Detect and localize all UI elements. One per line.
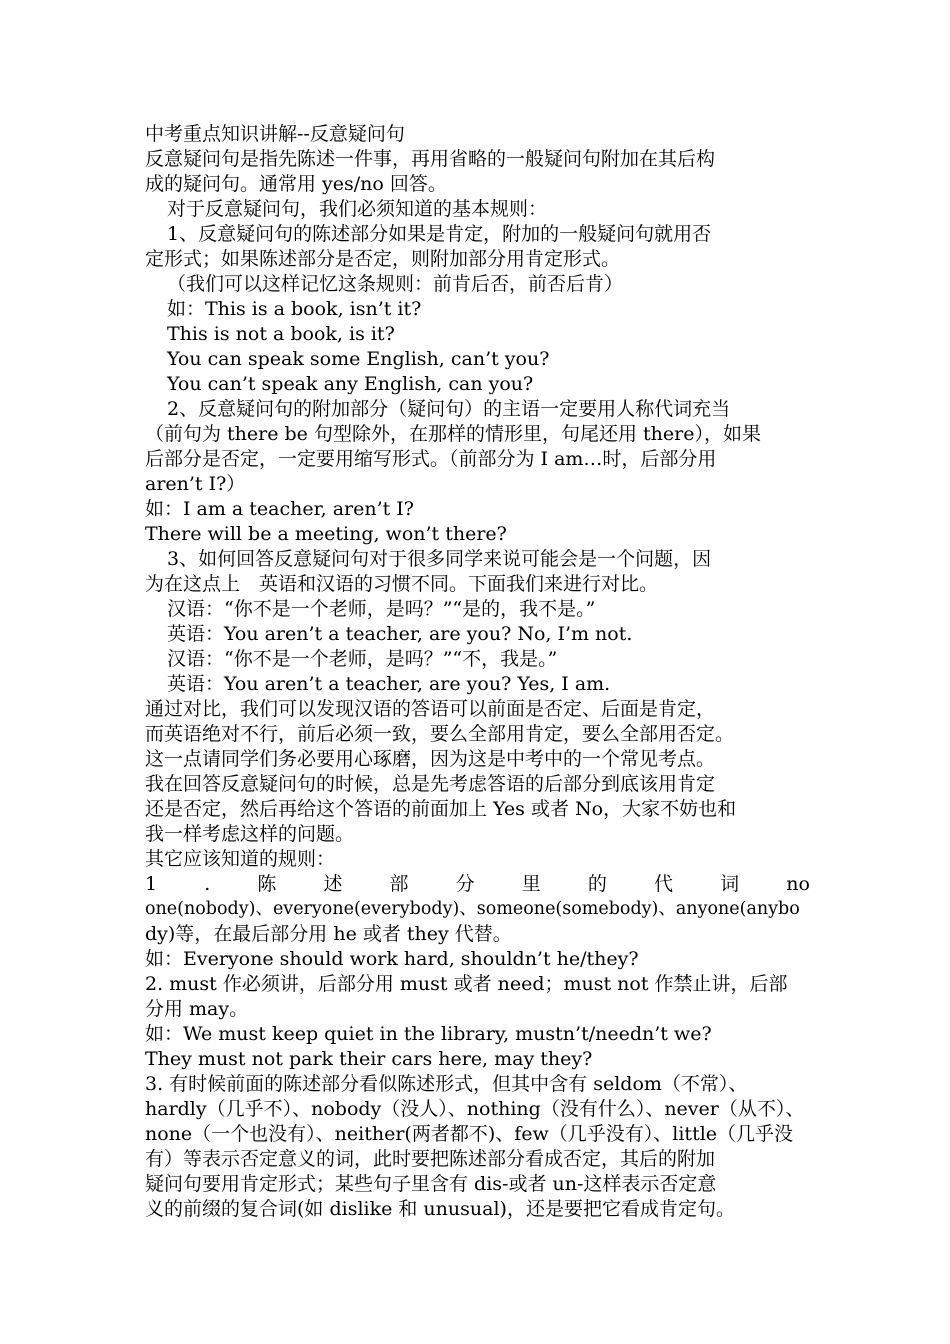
paragraph-line: 而英语绝对不行，前后必须一致，要么全部用肯定，要么全部用否定。 [145, 723, 735, 745]
rule-word: 部 [389, 873, 409, 895]
paragraph-line: 疑问句要用肯定形式；某些句子里含有 dis-或者 un-这样表示否定意 [145, 1173, 717, 1195]
paragraph-line: 对于反意疑问句，我们必须知道的基本规则： [167, 198, 548, 220]
paragraph-line: one(nobody)、everyone(everybody)、someone(somebody)、anyone(anybo [145, 899, 800, 919]
paragraph-line: 分用 may。 [145, 998, 249, 1020]
paragraph-line: 1、反意疑问句的陈述部分如果是肯定，附加的一般疑问句就用否 [167, 223, 712, 245]
paragraph-line: 通过对比，我们可以发现汉语的答语可以前面是否定、后面是肯定， [145, 698, 716, 720]
document-page [145, 122, 810, 1222]
example-line: This is not a book, is it? [167, 323, 395, 345]
paragraph-line: 后部分是否定，一定要用缩写形式。（前部分为 I am…时，后部分用 [145, 448, 717, 470]
paragraph-line: 定形式；如果陈述部分是否定，则附加部分用肯定形式。 [145, 248, 621, 270]
paragraph-line: 为在这点上 英语和汉语的习惯不同。下面我们来进行对比。 [145, 573, 659, 595]
rule-word: no [786, 873, 810, 895]
example-line: There will be a meeting, won’t there? [145, 523, 507, 545]
paragraph-line: 3. 有时候前面的陈述部分看似陈述形式，但其中含有 seldom（不常）、 [145, 1073, 748, 1095]
rule-word: 的 [587, 873, 607, 895]
rule-word: 里 [521, 873, 541, 895]
rule-line-justified [145, 872, 810, 897]
example-line: 汉语：“你不是一个老师，是吗？”“是的，我不是。” [167, 598, 596, 620]
example-line: 英语：You aren’t a teacher, are you? No, I’m not. [167, 623, 633, 645]
paragraph-line: aren’t I?） [145, 473, 246, 495]
rule-word: 陈 [257, 873, 277, 895]
paragraph-line: 2、反意疑问句的附加部分（疑问句）的主语一定要用人称代词充当 [167, 398, 731, 420]
paragraph-line: 成的疑问句。通常用 yes/no 回答。 [145, 173, 447, 195]
paragraph-line: （我们可以这样记忆这条规则：前肯后否，前否后肯） [167, 273, 624, 295]
example-line: 如：I am a teacher, aren’t I? [145, 498, 414, 520]
paragraph-line: 义的前缀的复合词(如 dislike 和 unusual)，还是要把它看成肯定句。 [145, 1198, 735, 1220]
paragraph-line: 我在回答反意疑问句的时候，总是先考虑答语的后部分到底该用肯定 [145, 773, 716, 795]
example-line: 如：We must keep quiet in the library, mustn’t/needn’t we? [145, 1023, 712, 1045]
example-line: You can speak some English, can’t you? [167, 348, 550, 370]
paragraph-line: hardly（几乎不）、nobody（没人）、nothing（没有什么）、never（从不）、 [145, 1098, 805, 1120]
paragraph-line: 还是否定，然后再给这个答语的前面加上 Yes 或者 No，大家不妨也和 [145, 798, 737, 820]
paragraph-line: 2. must 作必须讲，后部分用 must 或者 need；must not 作禁止讲，后部 [145, 973, 788, 995]
paragraph-line: 反意疑问句是指先陈述一件事，再用省略的一般疑问句附加在其后构 [145, 148, 716, 170]
example-line: 汉语：“你不是一个老师，是吗？”“不，我是。” [167, 648, 558, 670]
paragraph-line: none（一个也没有）、neither(两者都不)、few（几乎没有）、little（几乎没 [145, 1123, 794, 1145]
paragraph-line: （前句为 there be 句型除外，在那样的情形里，句尾还用 there），如果 [145, 423, 761, 445]
paragraph-line: 有）等表示否定意义的词，此时要把陈述部分看成否定，其后的附加 [145, 1148, 716, 1170]
section-heading: 其它应该知道的规则： [145, 848, 336, 870]
example-line: 英语：You aren’t a teacher, are you? Yes, I am. [167, 673, 611, 695]
paragraph-line: 我一样考虑这样的问题。 [145, 823, 355, 845]
rule-word: 代 [653, 873, 673, 895]
rule-word: 词 [720, 873, 740, 895]
paragraph-line: 3、如何回答反意疑问句对于很多同学来说可能会是一个问题，因 [167, 548, 712, 570]
rule-word: . [204, 873, 211, 895]
rule-word: 分 [455, 873, 475, 895]
example-line: You can’t speak any English, can you? [167, 373, 534, 395]
paragraph-line: dy)等，在最后部分用 he 或者 they 代替。 [145, 923, 512, 945]
example-line: 如：This is a book, isn’t it? [167, 298, 422, 320]
document-title: 中考重点知识讲解--反意疑问句 [145, 123, 405, 145]
rule-word: 述 [323, 873, 343, 895]
paragraph-line: 这一点请同学们务必要用心琢磨，因为这是中考中的一个常见考点。 [145, 748, 716, 770]
rule-word: 1 [145, 873, 158, 895]
example-line: 如：Everyone should work hard, shouldn’t he/they? [145, 948, 639, 970]
example-line: They must not park their cars here, may they? [145, 1048, 593, 1070]
